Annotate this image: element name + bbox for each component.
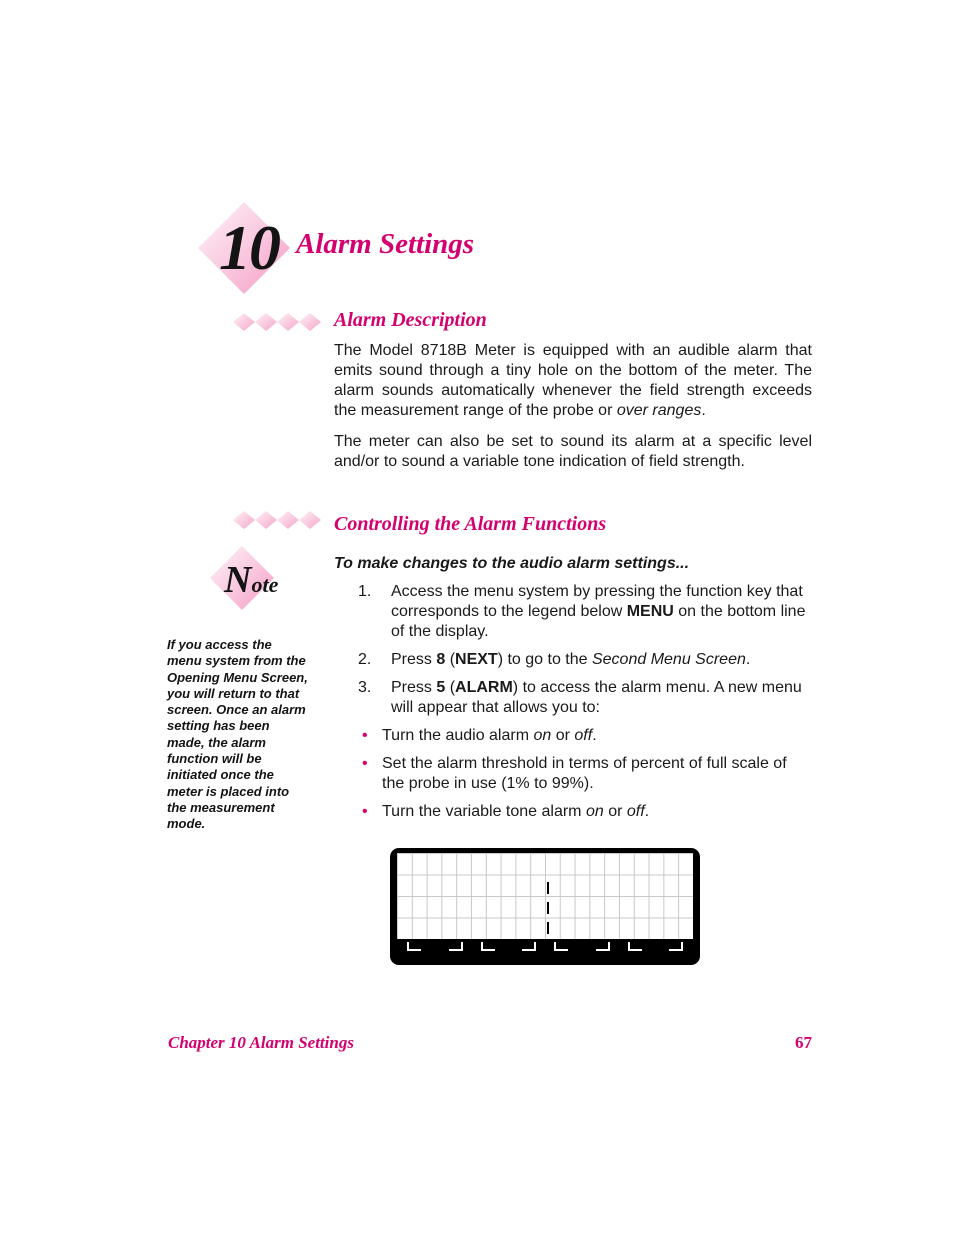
step-2	[358, 650, 812, 670]
emphasis-off: off	[574, 727, 593, 744]
step-text	[391, 678, 812, 718]
text: Turn the audio alarm	[382, 727, 534, 744]
soft-key-bracket-icon	[405, 941, 427, 953]
lcd-cursor-mark	[547, 882, 549, 894]
alarm-key-label: ALARM	[455, 679, 513, 696]
emphasis-on: on	[533, 727, 552, 744]
note-label	[224, 558, 278, 602]
key-8-label: 8	[436, 651, 446, 668]
lcd-cursor-mark	[547, 922, 549, 934]
step-text	[391, 650, 812, 670]
section-heading-alarm-description: Alarm Description	[334, 309, 487, 331]
paragraph-text: The Model 8718B Meter is equipped with an audible alarm that emits sound through a tiny hole on the bottom of the meter. The alarm sounds automatically whenever the field strength exceeds the measurement range of the probe or	[334, 342, 812, 419]
section-heading-controlling-alarm: Controlling the Alarm Functions	[334, 513, 607, 535]
step-text	[391, 582, 812, 642]
emphasis-over-ranges: over ranges	[616, 402, 702, 419]
emphasis-off: off	[626, 803, 645, 820]
bullet-text	[382, 802, 812, 822]
chapter-number: 10	[219, 212, 279, 283]
note-initial: N	[224, 559, 252, 601]
bullet-item-1	[362, 726, 812, 746]
paragraph-text: .	[701, 402, 706, 419]
emphasis-on: on	[585, 803, 604, 820]
bullet-icon: •	[362, 803, 368, 820]
soft-key-bracket-icon	[516, 941, 538, 953]
bullet-item-2	[362, 754, 812, 794]
procedure-heading: To make changes to the audio alarm settings...	[334, 555, 690, 572]
paragraph-alarm-levels: The meter can also be set to sound its alarm at a specific level and/or to sound a variable tone indication of field strength.	[334, 433, 812, 470]
section-diamonds-icon	[233, 511, 321, 529]
soft-key-bracket-icon	[590, 941, 612, 953]
bullet-icon: •	[362, 755, 368, 772]
text: or	[551, 727, 575, 744]
menu-key-label: MENU	[626, 603, 674, 620]
text: (	[445, 651, 456, 668]
text: on the bottom line of the display.	[391, 603, 806, 640]
second-menu-screen-label: Second Menu Screen	[591, 651, 746, 668]
step-3	[358, 678, 812, 718]
bullet-icon: •	[362, 727, 368, 744]
footer-chapter-label: Chapter 10 Alarm Settings	[168, 1033, 354, 1052]
lcd-cursor-mark	[547, 902, 549, 914]
section-diamonds-icon	[233, 313, 321, 331]
text: .	[644, 803, 650, 820]
chapter-title: Alarm Settings	[296, 228, 475, 260]
soft-key-bracket-icon	[552, 941, 574, 953]
bullet-text	[382, 726, 812, 746]
soft-key-bracket-icon	[663, 941, 685, 953]
text: (	[445, 679, 456, 696]
text: Access the menu system by pressing the function key that corresponds to the legend below	[391, 583, 803, 620]
note-text: If you access the menu system from the Opening Menu Screen, you will return to that screen. Once an alarm setting has been made, the alarm function will be initiated once the meter is placed into the measurement mode.	[167, 637, 308, 832]
text: .	[745, 651, 751, 668]
text: ) to go to the	[497, 651, 592, 668]
text: Press	[391, 651, 437, 668]
step-number: 2.	[358, 651, 372, 668]
paragraph-alarm-description	[334, 341, 812, 421]
lcd-screen-grid	[397, 853, 693, 939]
text: Press	[391, 679, 437, 696]
text: .	[592, 727, 597, 744]
bullet-item-3	[362, 802, 812, 822]
footer-page-number: 67	[795, 1033, 812, 1052]
soft-key-bracket-icon	[443, 941, 465, 953]
key-5-label: 5	[436, 679, 446, 696]
soft-key-bracket-icon	[626, 941, 648, 953]
text: or	[603, 803, 627, 820]
text: ) to access the alarm menu. A new menu will appear that allows you to:	[391, 679, 802, 716]
step-number: 3.	[358, 679, 372, 696]
bullet-text: Set the alarm threshold in terms of percent of full scale of the probe in use (1% to 99%).	[382, 755, 787, 792]
next-key-label: NEXT	[455, 651, 498, 668]
soft-key-bracket-icon	[479, 941, 501, 953]
note-rest: ote	[251, 572, 279, 597]
step-1	[358, 582, 812, 642]
text: Turn the variable tone alarm	[382, 803, 586, 820]
step-number: 1.	[358, 583, 372, 600]
